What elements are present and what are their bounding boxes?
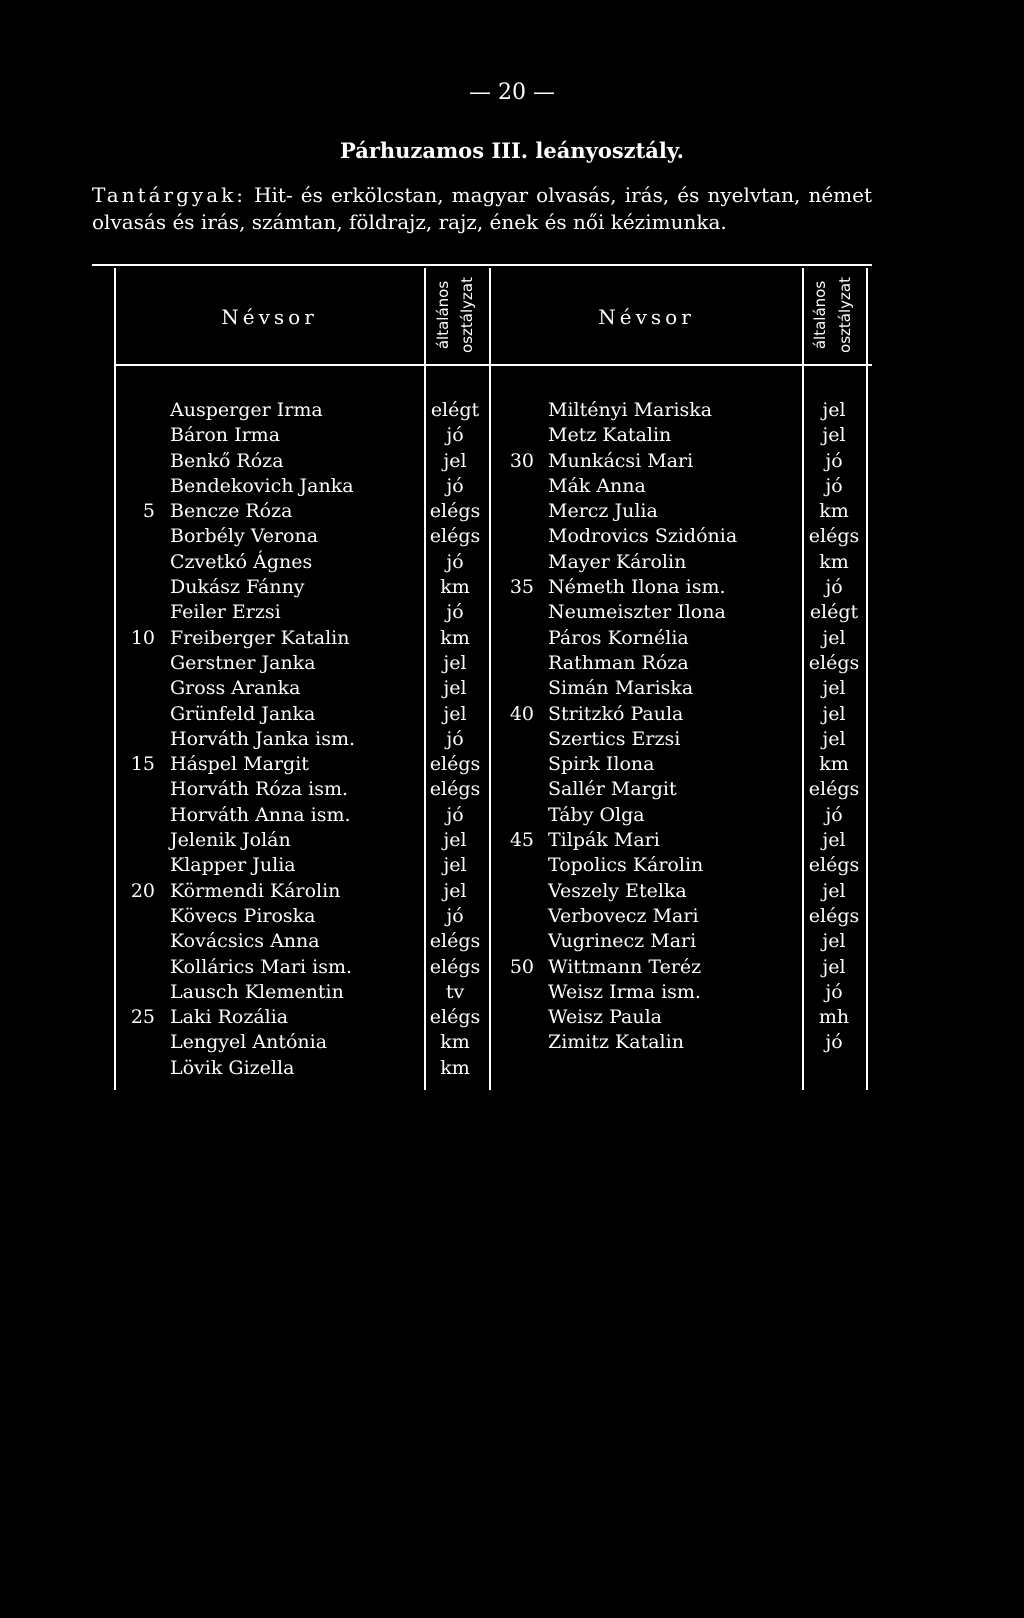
right-grade: elégs (808, 778, 860, 801)
left-student-name: Lövik Gizella (170, 1056, 295, 1079)
left-student-name: Horváth Anna ism. (170, 803, 351, 826)
right-grade: jel (822, 930, 846, 953)
left-student-name: Jelenik Jolán (170, 829, 291, 852)
right-student-name: Tilpák Mari (548, 829, 660, 852)
right-student-name: Munkácsi Mari (548, 449, 694, 472)
table-row (0, 727, 1024, 752)
left-grade: jel (443, 449, 467, 472)
left-grade: jel (443, 829, 467, 852)
right-grade: jel (822, 727, 846, 750)
left-grade: km (440, 626, 470, 649)
left-row-number: 15 (130, 753, 155, 776)
left-grade: jel (443, 651, 467, 674)
left-grade: tv (445, 980, 465, 1003)
right-student-name: Modrovics Szidónia (548, 525, 738, 548)
table-row (0, 626, 1024, 651)
subjects-label: Tantárgyak: (92, 183, 246, 207)
left-grade: elégs (429, 753, 481, 776)
left-student-name: Lengyel Antónia (170, 1031, 328, 1054)
right-student-name: Szertics Erzsi (548, 727, 681, 750)
right-grade: elégs (808, 525, 860, 548)
left-student-name: Ausperger Irma (170, 399, 323, 421)
left-grade: km (440, 1031, 470, 1054)
right-row-number: 40 (509, 702, 534, 725)
right-row-number: 50 (509, 955, 534, 978)
left-grade: km (440, 576, 470, 599)
right-grade: elégs (808, 651, 860, 674)
left-grade: jó (446, 424, 464, 447)
right-grade: mh (818, 1006, 850, 1029)
left-student-name: Gerstner Janka (170, 651, 316, 674)
left-grade: jó (446, 803, 464, 826)
subjects-paragraph (92, 182, 872, 236)
right-student-name: Zimitz Katalin (548, 1031, 684, 1054)
left-grade: elégs (429, 1006, 481, 1029)
table-row (0, 955, 1024, 980)
right-grade: jó (825, 474, 843, 497)
right-grade: elégs (808, 904, 860, 927)
table-row (0, 879, 1024, 904)
left-grade: km (440, 1056, 470, 1079)
left-row-number: 10 (130, 626, 155, 649)
right-grade: jel (822, 879, 846, 902)
right-grade: jó (825, 980, 843, 1003)
table-row (0, 1056, 1024, 1081)
left-student-name: Laki Rozália (170, 1006, 289, 1029)
right-grade: elégs (808, 854, 860, 877)
left-student-name: Kovácsics Anna (170, 930, 320, 953)
right-student-name: Verbovecz Mari (548, 904, 699, 927)
page-number: — 20 — (469, 80, 555, 105)
right-name-header: Névsor (598, 305, 695, 329)
table-row (0, 853, 1024, 878)
table-row (0, 904, 1024, 929)
subjects-text: Hit- és erkölcstan, magyar olvasás, irás, és nyelvtan, német olvasás és irás, számtan, földrajz, rajz, ének és női kézimunka. (92, 183, 873, 234)
left-student-name: Horváth Janka ism. (170, 727, 356, 750)
left-grade: elégs (429, 500, 481, 523)
left-grade: elégs (429, 778, 481, 801)
right-student-name: Páros Kornélia (548, 626, 689, 649)
table-row (0, 524, 1024, 549)
table-row (0, 803, 1024, 828)
left-grade: jel (443, 854, 467, 877)
table-row (0, 1030, 1024, 1055)
right-grade: km (819, 753, 849, 776)
right-student-name: Stritzkó Paula (548, 702, 684, 725)
table-row (0, 550, 1024, 575)
left-grade: elégs (429, 955, 481, 978)
left-grade: jó (446, 601, 464, 624)
left-student-name: Bendekovich Janka (170, 474, 354, 497)
table-row (0, 474, 1024, 499)
left-row-number: 20 (130, 879, 155, 902)
table-row (0, 423, 1024, 448)
right-grade: jel (822, 829, 846, 852)
left-grade-header-2: osztályzat (458, 277, 476, 353)
table-row (0, 828, 1024, 853)
left-student-name: Körmendi Károlin (170, 879, 341, 902)
right-grade: jó (825, 1031, 843, 1054)
left-student-name: Bencze Róza (170, 500, 293, 523)
right-grade-header-1: általános (811, 280, 829, 350)
left-student-name: Báron Irma (170, 424, 281, 447)
table-body (0, 398, 1024, 1081)
table-row (0, 929, 1024, 954)
right-grade: jel (822, 702, 846, 725)
table-row (0, 600, 1024, 625)
table-row (0, 651, 1024, 676)
right-grade-header-2: osztályzat (836, 277, 854, 353)
right-student-name: Wittmann Teréz (548, 955, 702, 978)
table-row (0, 449, 1024, 474)
left-grade: elégs (429, 525, 481, 548)
table-row (0, 702, 1024, 727)
left-row-number: 25 (130, 1006, 155, 1029)
left-student-name: Horváth Róza ism. (170, 778, 349, 801)
right-student-name: Metz Katalin (548, 424, 672, 447)
right-row-number: 35 (509, 576, 534, 599)
right-student-name: Veszely Etelka (548, 879, 687, 902)
left-grade: jó (446, 550, 464, 573)
right-grade: jel (822, 399, 846, 421)
right-student-name: Rathman Róza (548, 651, 689, 674)
right-student-name: Sallér Margit (548, 778, 677, 801)
right-student-name: Miltényi Mariska (548, 399, 713, 421)
left-student-name: Grünfeld Janka (170, 702, 316, 725)
right-student-name: Táby Olga (548, 803, 645, 826)
right-student-name: Neumeiszter Ilona (548, 601, 726, 624)
left-student-name: Gross Aranka (170, 677, 301, 700)
page-title: Párhuzamos III. leányosztály. (340, 138, 684, 163)
right-student-name: Weisz Paula (548, 1006, 662, 1029)
table-row (0, 575, 1024, 600)
left-student-name: Czvetkó Ágnes (170, 550, 313, 573)
header-bottom-rule (115, 364, 872, 366)
left-student-name: Kollárics Mari ism. (170, 955, 353, 978)
right-student-name: Mercz Julia (548, 500, 658, 523)
left-name-header: Névsor (221, 305, 318, 329)
right-grade: km (819, 500, 849, 523)
left-student-name: Klapper Julia (170, 854, 296, 877)
right-grade: jel (822, 955, 846, 978)
left-grade: jó (446, 727, 464, 750)
table-row (0, 1005, 1024, 1030)
left-student-name: Lausch Klementin (170, 980, 344, 1003)
left-grade: jel (443, 879, 467, 902)
table-row (0, 676, 1024, 701)
right-grade: jó (825, 449, 843, 472)
right-student-name: Spirk Ilona (548, 753, 655, 776)
right-grade: jó (825, 576, 843, 599)
left-row-number: 5 (142, 500, 155, 523)
right-grade: jó (825, 803, 843, 826)
right-student-name: Topolics Károlin (548, 854, 704, 877)
right-student-name: Mayer Károlin (548, 550, 687, 573)
left-student-name: Kövecs Piroska (170, 904, 316, 927)
left-student-name: Borbély Verona (170, 525, 319, 548)
table-row (0, 398, 1024, 423)
left-student-name: Freiberger Katalin (170, 626, 350, 649)
right-grade: km (819, 550, 849, 573)
table-top-rule (92, 264, 872, 266)
right-student-name: Mák Anna (548, 474, 646, 497)
left-student-name: Benkő Róza (170, 449, 284, 472)
table-row (0, 980, 1024, 1005)
table-row (0, 752, 1024, 777)
right-grade: jel (822, 626, 846, 649)
left-grade: elégs (429, 930, 481, 953)
left-grade: jó (446, 904, 464, 927)
left-grade: elégt (430, 399, 480, 421)
left-student-name: Feiler Erzsi (170, 601, 281, 624)
table-row (0, 777, 1024, 802)
right-student-name: Németh Ilona ism. (548, 576, 726, 599)
right-student-name: Weisz Irma ism. (548, 980, 701, 1003)
left-student-name: Háspel Margit (170, 753, 309, 776)
right-student-name: Vugrinecz Mari (548, 930, 697, 953)
right-row-number: 45 (509, 829, 534, 852)
left-student-name: Dukász Fánny (170, 576, 305, 599)
right-row-number: 30 (509, 449, 534, 472)
left-grade-header-1: általános (434, 280, 452, 350)
right-grade: jel (822, 424, 846, 447)
left-grade: jel (443, 677, 467, 700)
left-grade: jel (443, 702, 467, 725)
right-student-name: Simán Mariska (548, 677, 694, 700)
table-row (0, 499, 1024, 524)
left-grade: jó (446, 474, 464, 497)
right-grade: jel (822, 677, 846, 700)
right-grade: elégt (809, 601, 859, 624)
